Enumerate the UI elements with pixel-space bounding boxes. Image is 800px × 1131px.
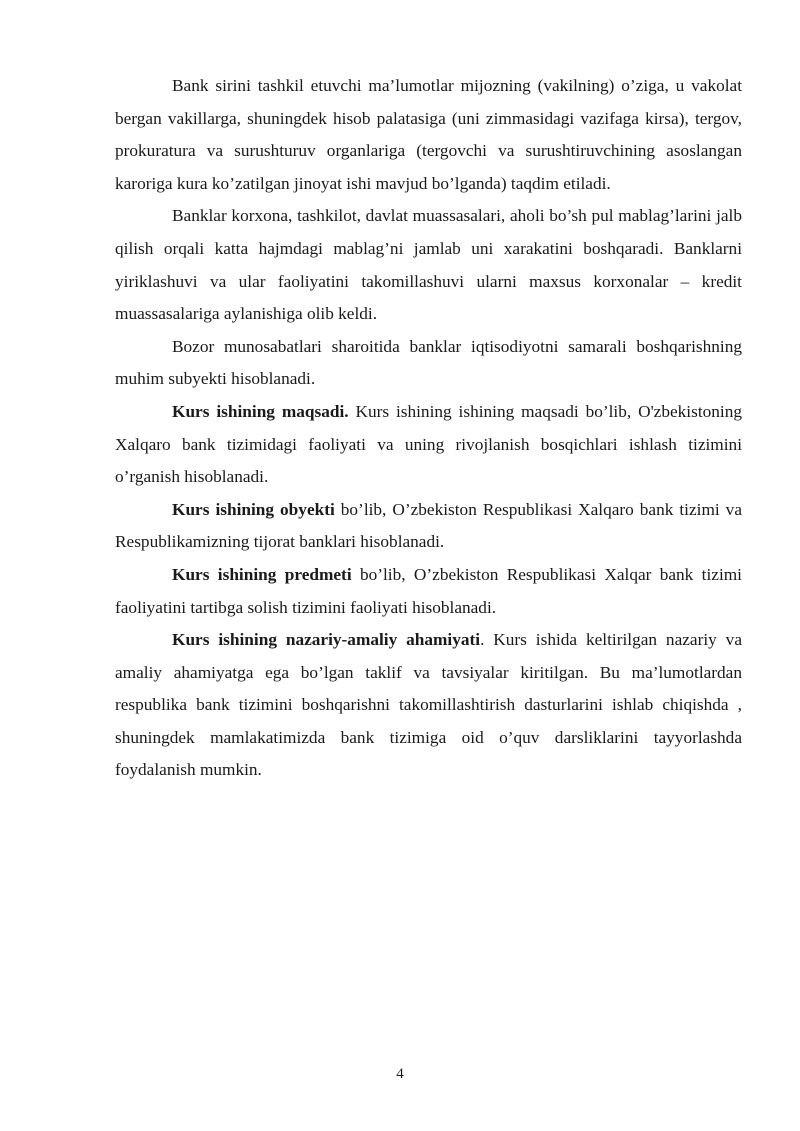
paragraph-course-significance bbox=[115, 624, 742, 787]
paragraph-text: Bank sirini tashkil etuvchi ma’lumotlar mijozning (vakilning) o’ziga, u vakolat bergan vakillarga, shuningdek hisob palatasiga (uni zimmasidagi vazifaga kirsa), tergov, prokuratura va surushturuv organlariga (tergovchi va surushtiruvchining asoslangan karoriga kura ko’zatilgan jinoyat ishi mavjud bo’lganda) taqdim etiladi. bbox=[115, 76, 742, 193]
paragraph-market-relations bbox=[115, 331, 742, 396]
paragraph-text: Bozor munosabatlari sharoitida banklar iqtisodiyotni samarali boshqarishning muhim subyekti hisoblanadi. bbox=[115, 336, 742, 389]
paragraph-text: bo’lib, O’zbekiston Respublikasi Xalqaro bank tizimi va Respublikamizning tijorat banklari hisoblanadi. bbox=[115, 499, 742, 552]
paragraph-banks-role bbox=[115, 200, 742, 330]
paragraph-heading: Kurs ishining obyekti bbox=[172, 499, 335, 519]
document-page bbox=[115, 70, 742, 787]
paragraph-text: Kurs ishining ishining maqsadi bo’lib, O'zbekistoning Xalqaro bank tizimidagi faoliyati va uning rivojlanish bosqichlari ishlash tizimini o’rganish hisoblanadi. bbox=[115, 401, 742, 487]
paragraph-text: . Kurs ishida keltirilgan nazariy va amaliy ahamiyatga ega bo’lgan taklif va tavsiyalar kiritilgan. Bu ma’lumotlardan respublika bank tizimini boshqarishni takomillashtirish dasturlarini ishlab chiqishda , shuningdek mamlakatimizda bank tizimiga oid o’quv darsliklarini tayyorlashda foydalanish mumkin. bbox=[115, 630, 742, 780]
paragraph-heading: Kurs ishining predmeti bbox=[172, 564, 352, 584]
page-number: 4 bbox=[396, 1066, 404, 1082]
paragraph-heading: Kurs ishining maqsadi. bbox=[172, 401, 349, 421]
paragraph-text: Banklar korxona, tashkilot, davlat muassasalari, aholi bo’sh pul mablag’larini jalb qilish orqali katta hajmdagi mablag’ni jamlab uni xarakatini boshqaradi. Banklarni yiriklashuvi va ular faoliyatini takomillashuvi ularni maxsus korxonalar – kredit muassasalariga aylanishiga olib keldi. bbox=[115, 206, 742, 324]
paragraph-course-subject bbox=[115, 559, 742, 624]
paragraph-heading: Kurs ishining nazariy-amaliy ahamiyati bbox=[172, 630, 481, 650]
paragraph-course-object bbox=[115, 494, 742, 559]
paragraph-course-goal bbox=[115, 396, 742, 494]
paragraph-bank-secrecy bbox=[115, 70, 742, 200]
paragraph-text: bo’lib, O’zbekiston Respublikasi Xalqar bank tizimi faoliyatini tartibga solish tizimini faoliyati hisoblanadi. bbox=[115, 564, 742, 617]
